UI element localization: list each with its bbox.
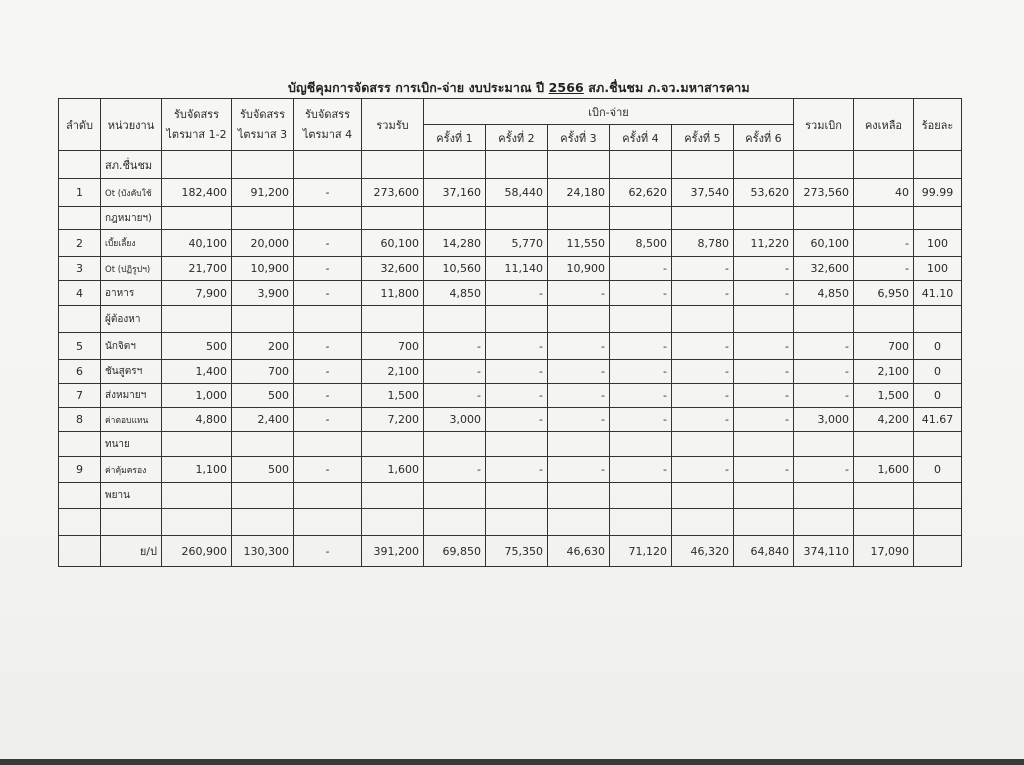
cell-r4 [610,432,672,457]
cell-name: เบี้ยเลี้ยง [101,230,162,257]
cell-name: ทนาย [101,432,162,457]
header-round-3: ครั้งที่ 3 [548,125,610,151]
cell-r2: - [486,281,548,306]
header-round-6: ครั้งที่ 6 [734,125,794,151]
cell-r1: 37,160 [424,179,486,207]
cell-r3: - [548,281,610,306]
cell-no: 1 [59,179,101,207]
cell-a3: 200 [232,333,294,360]
table-row [59,408,962,432]
header-disbursement: เบิก-จ่าย [424,99,794,125]
section-station: สภ.ชื่นชม [101,151,162,179]
cell-a4: - [294,333,362,360]
totals-round-5: 46,320 [672,536,734,567]
cell-r4: - [610,333,672,360]
totals-row [59,536,962,567]
cell-r6: - [734,408,794,432]
cell-name: นักจิตฯ [101,333,162,360]
cell-name: ชันสูตรฯ [101,360,162,384]
cell-r4: - [610,408,672,432]
cell-a12: 21,700 [162,257,232,281]
cell-pct: 100 [914,257,962,281]
cell-r6: - [734,360,794,384]
cell-r5 [672,432,734,457]
cell-a12: 1,000 [162,384,232,408]
cell-r2: 11,140 [486,257,548,281]
totals-round-3: 46,630 [548,536,610,567]
cell-r3: 10,900 [548,257,610,281]
cell-r1: 4,850 [424,281,486,306]
cell-tr [362,432,424,457]
totals-disbursed: 374,110 [794,536,854,567]
cell-td [794,509,854,536]
cell-td: - [794,384,854,408]
cell-r4: 62,620 [610,179,672,207]
section-row [59,151,962,179]
cell-no: 3 [59,257,101,281]
cell-r4: - [610,384,672,408]
cell-name: Ot (บังคับใช้ [101,179,162,207]
cell-a4: - [294,384,362,408]
cell-r3 [548,432,610,457]
cell-r2: - [486,333,548,360]
cell-rem: 40 [854,179,914,207]
cell-no: 5 [59,333,101,360]
totals-round-6: 64,840 [734,536,794,567]
table-row [59,457,962,483]
totals-round-1: 69,850 [424,536,486,567]
header-round-4: ครั้งที่ 4 [610,125,672,151]
cell-rem [854,483,914,509]
cell-r1 [424,483,486,509]
section-suspect: ผู้ต้องหา [101,306,162,333]
cell-r6: - [734,257,794,281]
cell-r6: - [734,333,794,360]
cell-r1: - [424,360,486,384]
budget-ledger-table [58,98,962,567]
cell-r4 [610,483,672,509]
cell-r6: - [734,281,794,306]
cell-rem: - [854,230,914,257]
cell-a4 [294,509,362,536]
cell-a12: 4,800 [162,408,232,432]
table-row [59,179,962,207]
cell-td [794,207,854,230]
cell-r3 [548,483,610,509]
cell-tr [362,207,424,230]
header-total-disbursed: รวมเบิก [794,99,854,151]
title-main: บัญชีคุมการจัดสรร การเบิก-จ่าย งบประมาณ ปี [288,80,545,95]
cell-rem: - [854,257,914,281]
header-alloc-q3: รับจัดสรร ไตรมาส 3 [232,99,294,151]
cell-no [59,483,101,509]
cell-rem: 700 [854,333,914,360]
cell-r6: - [734,384,794,408]
table-row [59,281,962,306]
cell-tr [362,483,424,509]
table-row [59,483,962,509]
cell-r5: 37,540 [672,179,734,207]
cell-r1: - [424,384,486,408]
cell-r6 [734,509,794,536]
totals-round-2: 75,350 [486,536,548,567]
header-alloc-q4: รับจัดสรร ไตรมาส 4 [294,99,362,151]
cell-a12 [162,509,232,536]
header-percent: ร้อยละ [914,99,962,151]
cell-td: - [794,360,854,384]
table-row [59,230,962,257]
header-alloc-q12: รับจัดสรร ไตรมาส 1-2 [162,99,232,151]
cell-a12: 7,900 [162,281,232,306]
cell-a3: 500 [232,384,294,408]
cell-name: Ot (ปฏิรูปฯ) [101,257,162,281]
cell-r5 [672,509,734,536]
cell-name [101,509,162,536]
cell-a4 [294,483,362,509]
cell-a3 [232,483,294,509]
cell-r3 [548,207,610,230]
cell-r1 [424,207,486,230]
cell-name: ส่งหมายฯ [101,384,162,408]
cell-r2: - [486,384,548,408]
cell-pct: 41.67 [914,408,962,432]
cell-r2 [486,207,548,230]
header-round-1: ครั้งที่ 1 [424,125,486,151]
cell-r4: - [610,257,672,281]
cell-name: พยาน [101,483,162,509]
cell-pct: 0 [914,384,962,408]
cell-a12: 182,400 [162,179,232,207]
cell-pct: 0 [914,360,962,384]
cell-r3: 11,550 [548,230,610,257]
cell-tr: 2,100 [362,360,424,384]
cell-r4 [610,509,672,536]
cell-a3 [232,509,294,536]
totals-label: ย/ป [101,536,162,567]
table-body-section-2 [59,306,962,333]
cell-td [794,483,854,509]
cell-no: 7 [59,384,101,408]
cell-no [59,207,101,230]
cell-r3: - [548,457,610,483]
cell-r2: 58,440 [486,179,548,207]
table-row [59,384,962,408]
cell-a3 [232,432,294,457]
cell-r2 [486,509,548,536]
cell-r5 [672,483,734,509]
totals-alloc-q12: 260,900 [162,536,232,567]
table-body [59,151,962,179]
cell-td: 32,600 [794,257,854,281]
cell-tr: 7,200 [362,408,424,432]
cell-r3: - [548,408,610,432]
cell-r3: 24,180 [548,179,610,207]
cell-a4: - [294,179,362,207]
totals-alloc-q3: 130,300 [232,536,294,567]
header-total-received: รวมรับ [362,99,424,151]
cell-r5: - [672,360,734,384]
cell-a4 [294,207,362,230]
table-header [59,99,962,151]
cell-tr: 1,500 [362,384,424,408]
cell-a4: - [294,360,362,384]
cell-no: 6 [59,360,101,384]
cell-a4: - [294,457,362,483]
cell-a3: 700 [232,360,294,384]
cell-r4: - [610,281,672,306]
cell-no [59,432,101,457]
cell-tr: 1,600 [362,457,424,483]
cell-a3: 91,200 [232,179,294,207]
cell-pct [914,509,962,536]
cell-pct: 100 [914,230,962,257]
cell-a12 [162,207,232,230]
cell-r1: - [424,333,486,360]
cell-pct [914,432,962,457]
cell-r2 [486,483,548,509]
cell-a12: 1,400 [162,360,232,384]
cell-name: ค่าคุ้มครอง [101,457,162,483]
table-row [59,360,962,384]
cell-r3: - [548,384,610,408]
cell-a3: 10,900 [232,257,294,281]
cell-name: กฎหมายฯ) [101,207,162,230]
cell-r2: - [486,457,548,483]
cell-a3: 500 [232,457,294,483]
cell-a12 [162,483,232,509]
cell-td: - [794,457,854,483]
cell-pct [914,207,962,230]
cell-r5: 8,780 [672,230,734,257]
totals-received: 391,200 [362,536,424,567]
cell-a12: 40,100 [162,230,232,257]
cell-no [59,509,101,536]
cell-a4: - [294,408,362,432]
table-body-group-1 [59,179,962,306]
totals-remaining: 17,090 [854,536,914,567]
cell-r6 [734,432,794,457]
cell-r4: - [610,360,672,384]
header-round-2: ครั้งที่ 2 [486,125,548,151]
cell-r1: - [424,457,486,483]
header-remaining: คงเหลือ [854,99,914,151]
cell-td: 60,100 [794,230,854,257]
table-footer [59,536,962,567]
table-row [59,257,962,281]
cell-a12 [162,432,232,457]
cell-r5: - [672,281,734,306]
cell-r6 [734,207,794,230]
section-row [59,306,962,333]
cell-td: 4,850 [794,281,854,306]
table-row [59,509,962,536]
cell-r6: 53,620 [734,179,794,207]
cell-tr: 60,100 [362,230,424,257]
cell-rem: 1,500 [854,384,914,408]
cell-r3: - [548,333,610,360]
table-row [59,207,962,230]
cell-r1 [424,509,486,536]
cell-pct [914,483,962,509]
cell-td [794,432,854,457]
cell-tr: 700 [362,333,424,360]
cell-a4: - [294,281,362,306]
cell-rem [854,207,914,230]
cell-a3: 2,400 [232,408,294,432]
cell-no: 2 [59,230,101,257]
cell-r4: - [610,457,672,483]
cell-r1 [424,432,486,457]
cell-a4: - [294,257,362,281]
cell-r3: - [548,360,610,384]
cell-rem: 4,200 [854,408,914,432]
cell-r1: 14,280 [424,230,486,257]
cell-r2 [486,432,548,457]
title-tail: สภ.ชื่นชม ภ.จว.มหาสารคาม [588,80,750,95]
cell-rem [854,432,914,457]
cell-pct: 99.99 [914,179,962,207]
cell-name: ค่าตอบแทน [101,408,162,432]
cell-a12: 500 [162,333,232,360]
cell-tr: 273,600 [362,179,424,207]
cell-r5: - [672,333,734,360]
totals-round-4: 71,120 [610,536,672,567]
cell-r2: 5,770 [486,230,548,257]
cell-no: 9 [59,457,101,483]
cell-r4: 8,500 [610,230,672,257]
cell-no: 8 [59,408,101,432]
cell-tr [362,509,424,536]
cell-a3: 20,000 [232,230,294,257]
totals-percent [914,536,962,567]
header-round-5: ครั้งที่ 5 [672,125,734,151]
header-unit: หน่วยงาน [101,99,162,151]
cell-r5: - [672,408,734,432]
cell-r4 [610,207,672,230]
cell-r5: - [672,384,734,408]
cell-a12: 1,100 [162,457,232,483]
table-row [59,333,962,360]
table-body-group-2 [59,333,962,536]
title-year: 2566 [548,80,584,95]
document-title [288,78,768,98]
cell-r3 [548,509,610,536]
cell-rem: 2,100 [854,360,914,384]
cell-a3 [232,207,294,230]
cell-name: อาหาร [101,281,162,306]
scan-bottom-edge [0,759,1024,765]
cell-r1: 10,560 [424,257,486,281]
cell-pct: 0 [914,457,962,483]
cell-td: 273,560 [794,179,854,207]
cell-tr: 11,800 [362,281,424,306]
header-no: ลำดับ [59,99,101,151]
cell-r6: - [734,457,794,483]
cell-tr: 32,600 [362,257,424,281]
cell-r5: - [672,457,734,483]
cell-a3: 3,900 [232,281,294,306]
cell-td: 3,000 [794,408,854,432]
cell-rem: 1,600 [854,457,914,483]
cell-rem [854,509,914,536]
cell-td: - [794,333,854,360]
cell-a4: - [294,230,362,257]
cell-r2: - [486,408,548,432]
table-row [59,432,962,457]
cell-pct: 0 [914,333,962,360]
cell-a4 [294,432,362,457]
cell-r5 [672,207,734,230]
cell-rem: 6,950 [854,281,914,306]
totals-alloc-q4: - [294,536,362,567]
cell-pct: 41.10 [914,281,962,306]
cell-r6: 11,220 [734,230,794,257]
cell-r5: - [672,257,734,281]
cell-no: 4 [59,281,101,306]
cell-r1: 3,000 [424,408,486,432]
cell-r2: - [486,360,548,384]
cell-r6 [734,483,794,509]
